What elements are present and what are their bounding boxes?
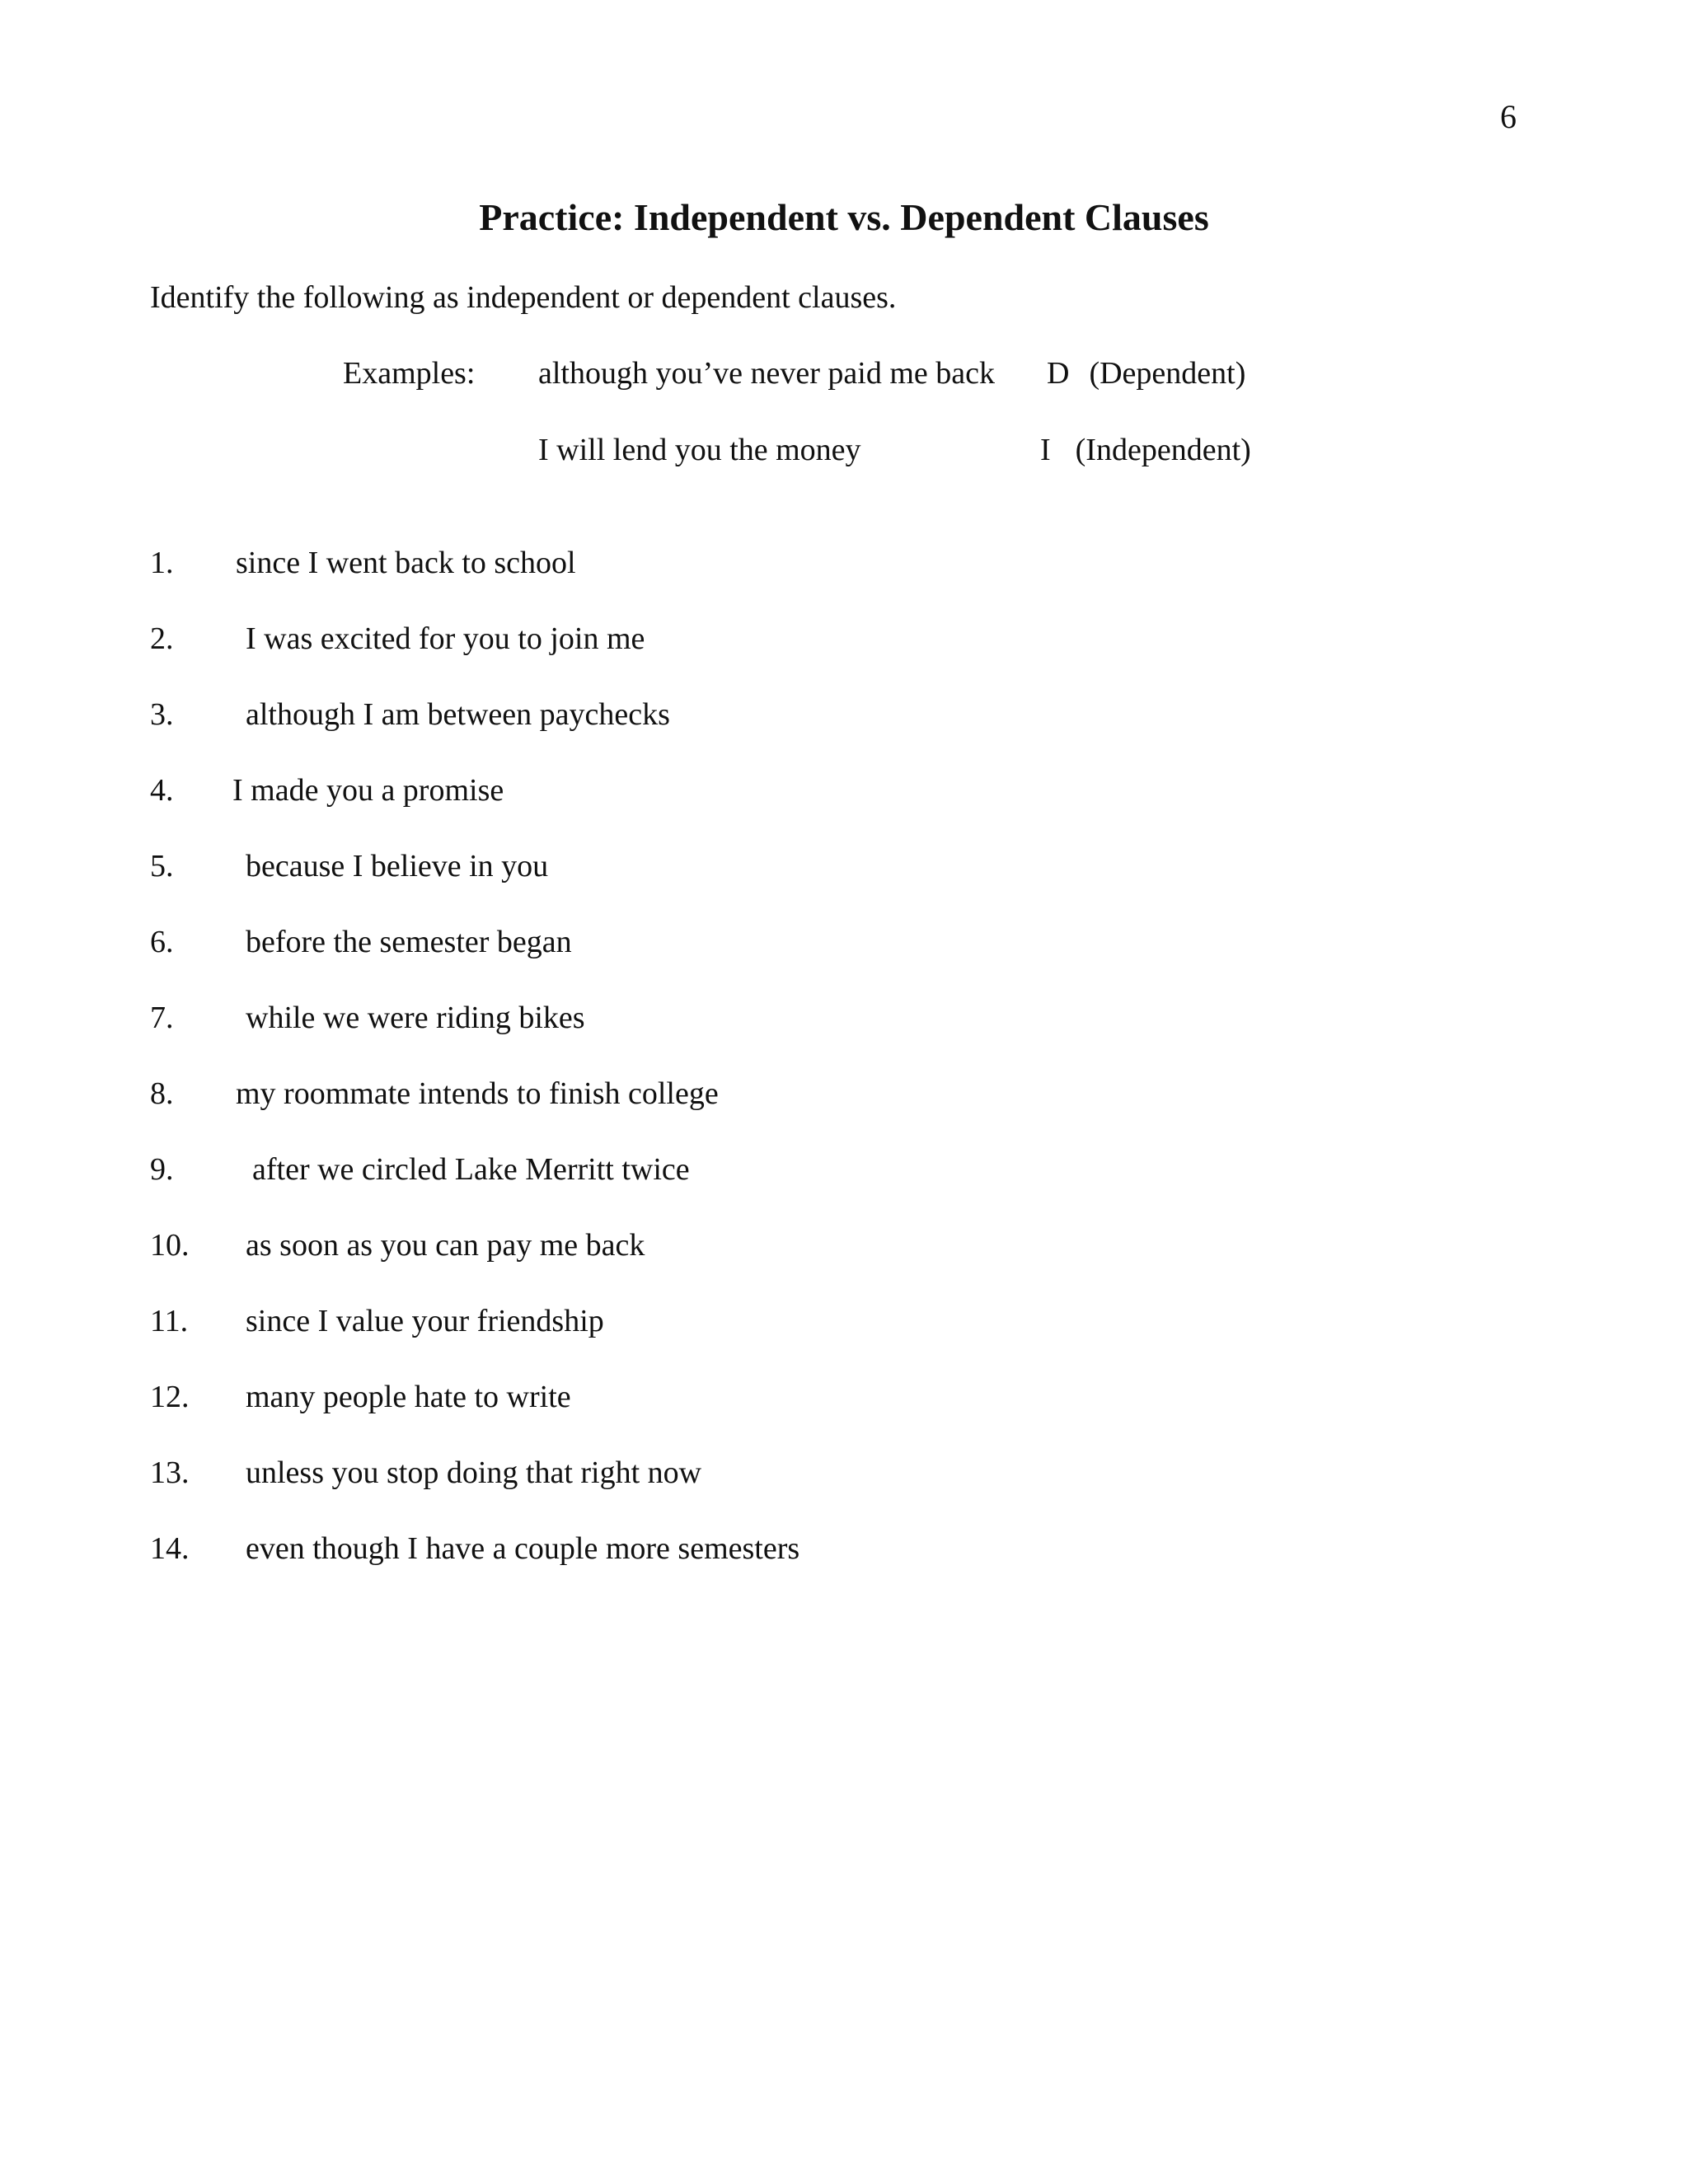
item-text: even though I have a couple more semesters bbox=[246, 1531, 800, 1566]
item-text: before the semester began bbox=[246, 925, 572, 959]
item-text: since I went back to school bbox=[236, 546, 576, 580]
item-number: 9. bbox=[150, 1152, 174, 1187]
example-clause-1: although you’ve never paid me back bbox=[538, 356, 995, 391]
item-text: after we circled Lake Merritt twice bbox=[252, 1152, 690, 1187]
item-number: 1. bbox=[150, 546, 174, 580]
item-text: I made you a promise bbox=[232, 773, 504, 808]
example-label-2: (Independent) bbox=[1075, 433, 1251, 467]
item-text: as soon as you can pay me back bbox=[246, 1228, 645, 1263]
item-number: 10. bbox=[150, 1228, 190, 1263]
page-title: Practice: Independent vs. Dependent Clauses bbox=[479, 196, 1209, 238]
item-number: 11. bbox=[150, 1304, 189, 1338]
example-clause-2: I will lend you the money bbox=[538, 433, 861, 467]
item-number: 14. bbox=[150, 1531, 190, 1566]
item-number: 13. bbox=[150, 1455, 190, 1490]
item-text: since I value your friendship bbox=[246, 1304, 604, 1338]
example-code-2: I bbox=[1040, 433, 1051, 467]
examples-label: Examples: bbox=[343, 356, 476, 391]
item-number: 6. bbox=[150, 925, 174, 959]
instructions: Identify the following as independent or dependent clauses. bbox=[150, 280, 897, 315]
item-number: 12. bbox=[150, 1380, 190, 1414]
item-text: because I believe in you bbox=[246, 849, 549, 883]
item-number: 5. bbox=[150, 849, 174, 883]
example-answer-2 bbox=[1040, 431, 1251, 469]
item-text: my roommate intends to finish college bbox=[236, 1076, 719, 1111]
example-code-1: D bbox=[1047, 356, 1070, 391]
item-text: I was excited for you to join me bbox=[246, 621, 645, 656]
item-text: unless you stop doing that right now bbox=[246, 1455, 702, 1490]
item-number: 2. bbox=[150, 621, 174, 656]
item-text: while we were riding bikes bbox=[246, 1001, 585, 1035]
example-label-1: (Dependent) bbox=[1089, 356, 1246, 391]
item-number: 7. bbox=[150, 1001, 174, 1035]
page-number: 6 bbox=[1500, 98, 1517, 135]
item-number: 8. bbox=[150, 1076, 174, 1111]
item-number: 4. bbox=[150, 773, 174, 808]
item-number: 3. bbox=[150, 697, 174, 732]
item-text: many people hate to write bbox=[246, 1380, 571, 1414]
item-text: although I am between paychecks bbox=[246, 697, 670, 732]
example-answer-1 bbox=[1047, 354, 1245, 392]
